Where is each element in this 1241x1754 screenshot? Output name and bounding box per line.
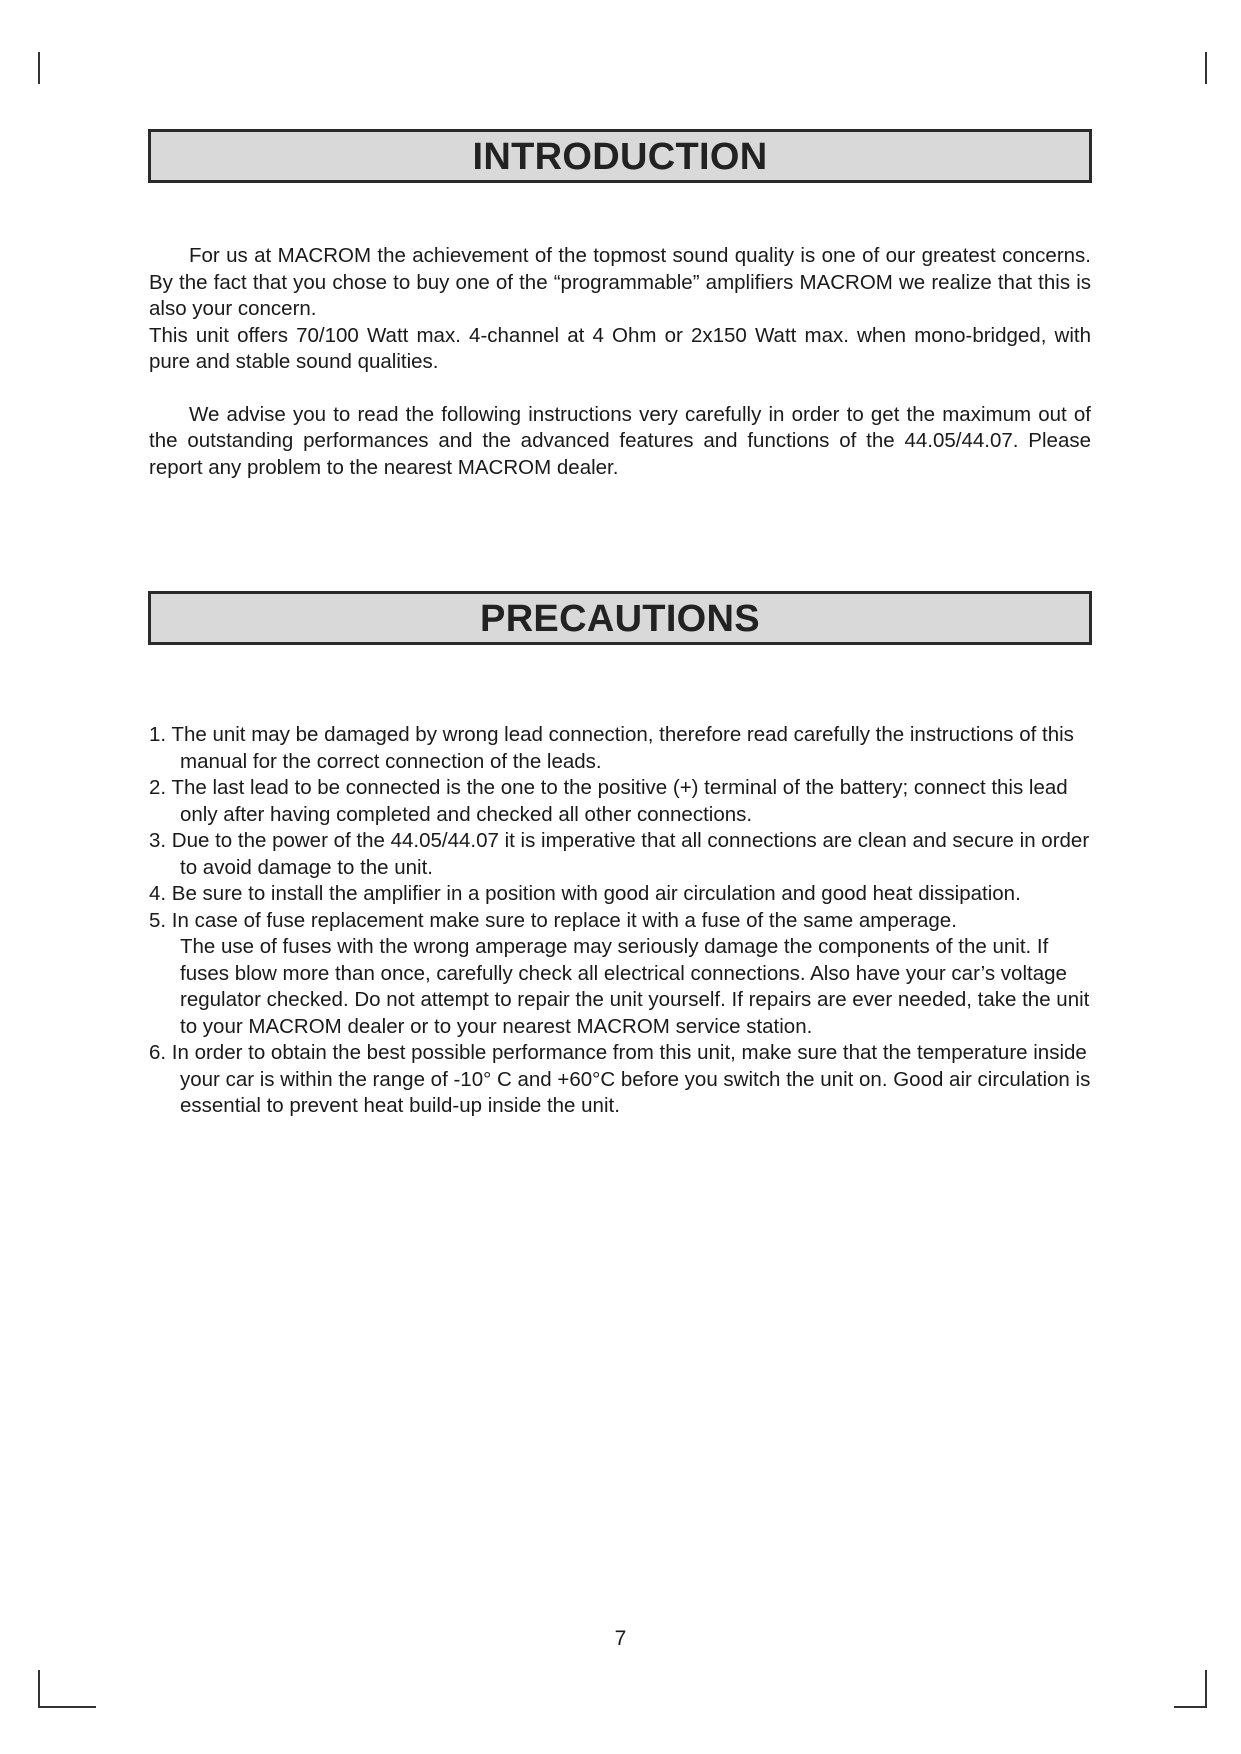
precaution-item-4: 4. Be sure to install the amplifier in a position with good air circulation and good heat dissipation. — [149, 882, 1021, 905]
crop-mark-top-left — [38, 52, 40, 84]
page-number: 7 — [614, 1627, 627, 1650]
precaution-item-6: 6. In order to obtain the best possible performance from this unit, make sure that the temperature inside your car is within the range of -10° C and +60°C before you switch the unit on. Good air circulation is essential to prevent heat build-up inside the unit. — [149, 1041, 1091, 1117]
precautions-list — [149, 722, 1099, 1120]
crop-mark-bottom-left-horizontal — [38, 1706, 96, 1708]
precaution-item-5-detail: The use of fuses with the wrong amperage may seriously damage the components of the unit. If fuses blow more than once, carefully check all electrical connections. Also have your car’s voltage regulator checked. Do not attempt to repair the unit yourself. If repairs are ever needed, take the unit to your MACROM dealer or to your nearest MACROM service station. — [180, 935, 1090, 1038]
introduction-heading: INTRODUCTION — [148, 129, 1092, 183]
precaution-item-3: 3. Due to the power of the 44.05/44.07 it is imperative that all connections are clean and secure in order to avoid damage to the unit. — [149, 829, 1090, 879]
precaution-item-2: 2. The last lead to be connected is the one to the positive (+) terminal of the battery; connect this lead only after having completed and checked all other connections. — [149, 776, 1068, 826]
crop-mark-bottom-right-horizontal — [1174, 1706, 1207, 1708]
crop-mark-bottom-right-vertical — [1205, 1670, 1207, 1708]
introduction-body — [149, 243, 1091, 481]
precaution-item-5 — [149, 908, 1099, 1041]
introduction-paragraph-2: We advise you to read the following instructions very carefully in order to get the maximum out of the outstanding performances and the advanced features and functions of the 44.05/44.07. Please report any problem to the nearest MACROM dealer. — [149, 402, 1091, 479]
precaution-item-5-text: 5. In case of fuse replacement make sure to replace it with a fuse of the same amperage. — [149, 908, 957, 932]
introduction-paragraph-1: For us at MACROM the achievement of the topmost sound quality is one of our greatest concerns. By the fact that you chose to buy one of the “programmable” amplifiers MACROM we realize that this is also your concern. — [149, 244, 1091, 320]
precautions-heading: PRECAUTIONS — [148, 591, 1092, 645]
precaution-item-1: 1. The unit may be damaged by wrong lead connection, therefore read carefully the instructions of this manual for the correct connection of the leads. — [149, 723, 1074, 773]
introduction-paragraph-1-specs: This unit offers 70/100 Watt max. 4-channel at 4 Ohm or 2x150 Watt max. when mono-bridged, with pure and stable sound qualities. — [149, 323, 1091, 373]
crop-mark-top-right — [1205, 52, 1207, 84]
crop-mark-bottom-left-vertical — [38, 1670, 40, 1708]
